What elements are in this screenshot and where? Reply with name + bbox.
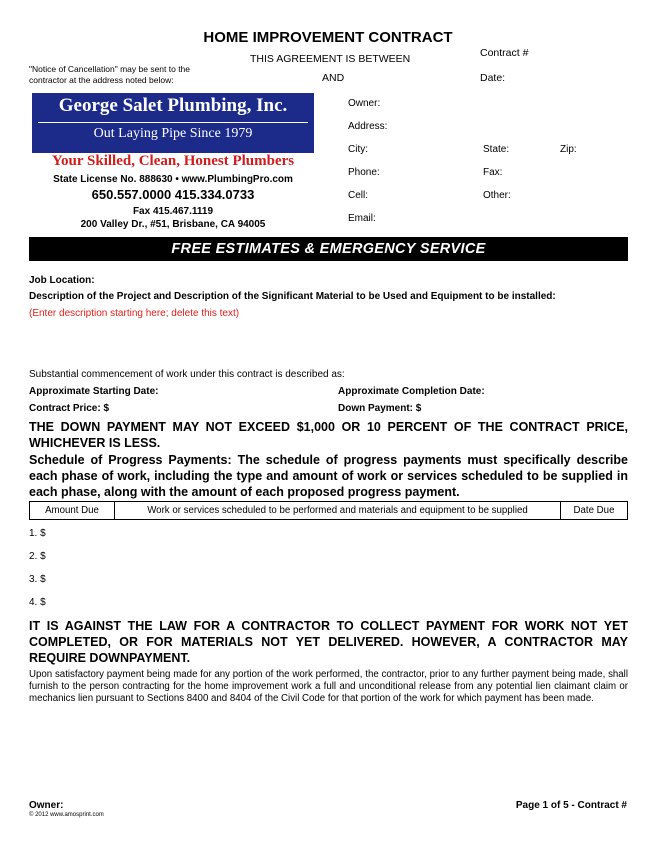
logo-divider — [38, 122, 308, 123]
contract-price-label: Contract Price: $ — [29, 403, 110, 414]
footer-page-number: Page 1 of 5 - Contract # — [515, 800, 627, 811]
payment-row-1[interactable]: 1. $ — [29, 528, 46, 539]
description-input-area[interactable]: (Enter description starting here; delete this text) — [29, 308, 240, 319]
table-header-row — [30, 502, 628, 520]
company-phones: 650.557.0000 415.334.0733 — [91, 187, 255, 202]
law-notice: IT IS AGAINST THE LAW FOR A CONTRACTOR TO COLLECT PAYMENT FOR WORK NOT YET COMPLETED, OR FOR MATERIALS NOT YET DELIVERED. HOWEVER, A CONTRACTOR MAY REQUIRE DOWNPAYMENT. — [29, 619, 628, 665]
service-banner: FREE ESTIMATES & EMERGENCY SERVICE — [29, 237, 628, 261]
company-address: 200 Valley Dr., #51, Brisbane, CA 94005 — [80, 219, 266, 230]
contract-number-label: Contract # — [480, 47, 529, 59]
footer-copyright: © 2012 www.amosprint.com — [29, 812, 104, 818]
lien-release-paragraph: Upon satisfactory payment being made for any portion of the work performed, the contractor, prior to any further payment being made, shall furnish to the person contracting for the home improvement work a full and unconditional release from any potential lien claimant claim or mechanics lien pursuant to Sections 8400 and 8404 of the Civil Code for that portion of the work for which payment has been made. — [29, 669, 628, 704]
zip-field-label: Zip: — [560, 144, 577, 155]
down-payment-notice: THE DOWN PAYMENT MAY NOT EXCEED $1,000 OR 10 PERCENT OF THE CONTRACT PRICE, WHICHEVER IS LESS. — [29, 420, 628, 450]
agreement-label: THIS AGREEMENT IS BETWEEN — [250, 53, 411, 65]
completion-date-label: Approximate Completion Date: — [338, 386, 485, 397]
owner-field-label: Owner: — [348, 98, 381, 109]
fax-field-label: Fax: — [483, 167, 503, 178]
company-fax: Fax 415.467.1119 — [132, 206, 214, 217]
payment-schedule-table — [29, 501, 628, 520]
cancellation-notice-line-1: "Notice of Cancellation" may be sent to the — [29, 64, 191, 74]
address-field-label: Address: — [348, 121, 388, 132]
page-title: HOME IMPROVEMENT CONTRACT — [203, 29, 453, 46]
date-label: Date: — [480, 72, 506, 84]
cell-field-label: Cell: — [348, 190, 369, 201]
state-field-label: State: — [483, 144, 510, 155]
start-date-label: Approximate Starting Date: — [29, 386, 159, 397]
down-payment-label: Down Payment: $ — [338, 403, 422, 414]
phone-field-label: Phone: — [348, 167, 380, 178]
other-field-label: Other: — [483, 190, 511, 201]
footer-owner-label: Owner: — [29, 800, 64, 811]
payment-row-4[interactable]: 4. $ — [29, 597, 46, 608]
license-and-website: State License No. 888630 • www.PlumbingPro.com — [53, 174, 293, 185]
column-header-date: Date Due — [561, 502, 628, 520]
company-tagline: Out Laying Pipe Since 1979 — [93, 126, 253, 141]
progress-payment-notice: Schedule of Progress Payments: The schedule of progress payments must specifically describe each phase of work, including the type and amount of work or services scheduled to be supplied in each phase, along with the amount of each proposed progress payment. — [29, 453, 628, 499]
column-header-amount: Amount Due — [30, 502, 115, 520]
company-slogan: Your Skilled, Clean, Honest Plumbers — [51, 153, 295, 169]
payment-row-2[interactable]: 2. $ — [29, 551, 46, 562]
job-location-label: Job Location: — [29, 275, 95, 286]
commencement-label: Substantial commencement of work under this contract is described as: — [29, 369, 345, 380]
payment-row-3[interactable]: 3. $ — [29, 574, 46, 585]
column-header-work: Work or services scheduled to be performed and materials and equipment to be supplied — [115, 502, 561, 520]
city-field-label: City: — [348, 144, 368, 155]
company-name: George Salet Plumbing, Inc. — [58, 95, 288, 116]
project-description-label: Description of the Project and Description of the Significant Material to be Used and Equipment to be installed: — [29, 291, 556, 302]
cancellation-notice-line-2: contractor at the address noted below: — [29, 75, 174, 85]
company-logo — [32, 93, 314, 153]
and-label: AND — [322, 72, 345, 84]
cancellation-notice — [29, 64, 190, 86]
email-field-label: Email: — [348, 213, 376, 224]
